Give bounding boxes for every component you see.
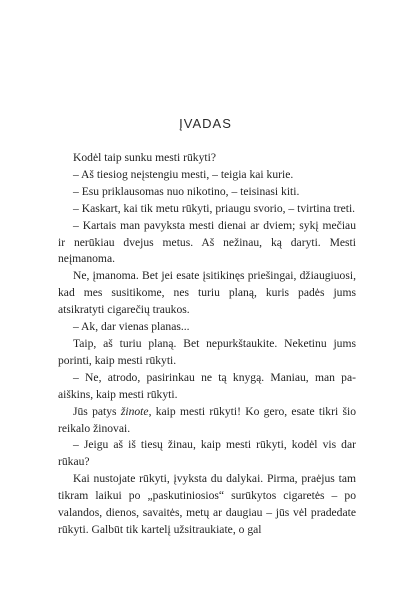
- paragraph: Kodėl taip sunku mesti rūkyti?: [73, 151, 216, 164]
- paragraph: Ne, įmanoma. Bet jei esate įsitikinęs priešingai, džiaugiuosi, kad mes susitikome, nes turiu planą, kuris padės jums atsikratyti cigarečių traukos.: [58, 269, 356, 317]
- paragraph: – Ak, dar vienas planas...: [73, 320, 190, 334]
- paragraph: – Ne, atrodo, pasirinkau ne tą knygą. Maniau, man paaiškins, kaip mesti rūkyti.: [58, 370, 356, 401]
- paragraph: – Jeigu aš iš tiesų žinau, kaip mesti rūkyti, kodėl vis dar rūkau?: [58, 438, 356, 469]
- paragraph: – Aš tiesiog neįstengiu mesti, – teigia kai kurie.: [73, 167, 294, 181]
- paragraph: – Esu priklausomas nuo nikotino, – teisinasi kiti.: [73, 184, 300, 198]
- paragraph: Taip, aš turiu planą. Bet nepurkštaukite. Neketinu jums porinti, kaip mesti rūkyti.: [58, 336, 356, 367]
- paragraph: [58, 404, 356, 438]
- paragraph-text: Jūs patys: [73, 404, 121, 418]
- emphasized-word: žinote: [120, 404, 149, 418]
- chapter-title: ĮVADAS: [179, 116, 232, 131]
- paragraph-text: , kaip mesti rūkyti! Ko gero, esate tikri šio reikalo žinovai.: [58, 404, 356, 435]
- paragraph: Kai nustojate rūkyti, įvyksta du dalykai. Pirma, praėjus tam tikram laikui po „paskutiniosios“ surūkytos cigaretės – po valandos, dienos, savaitės, metų ar daugiau – jūs vėl pradedate rūkyti. Galbūt tik kartelį užsitraukiate, o gal: [58, 472, 356, 536]
- body-text: [58, 150, 356, 539]
- paragraph: – Kaskart, kai tik metu rūkyti, priaugu svorio, – tvirtina treti.: [73, 201, 356, 215]
- paragraph: – Kartais man pavyksta mesti dienai ar dviem; sykį mečiau ir nerūkiau dvejus metus. Aš nežinau, ką daryti. Mesti neįmanoma.: [58, 218, 356, 266]
